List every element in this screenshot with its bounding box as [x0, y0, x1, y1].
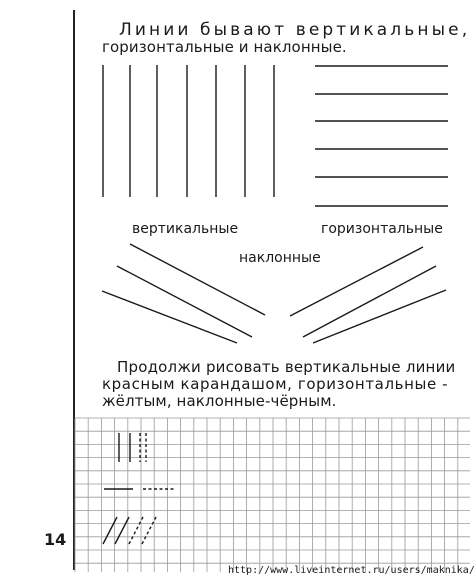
label-diagonal: наклонные: [239, 250, 321, 266]
diagonal-practice-sample: [103, 517, 156, 544]
task-line-2: красным карандашом, горизонтальные -: [102, 375, 449, 393]
task-line-3: жёлтым, наклонные-чёрным.: [102, 392, 337, 410]
task-line-1: Продолжи рисовать вертикальные линии: [117, 358, 456, 376]
label-horizontal: горизонтальные: [321, 221, 443, 237]
intro-line-2: горизонтальные и наклонные.: [102, 38, 347, 56]
sample-diagonal-line: [115, 517, 129, 544]
page-number: 14: [44, 530, 67, 549]
grid-lines: [75, 418, 470, 572]
intro-line-1: Линии бывают вертикальные,: [119, 20, 471, 40]
label-vertical: вертикальные: [132, 221, 239, 237]
watermark-url: http://www.liveinternet.ru/users/maknika/: [228, 565, 475, 576]
